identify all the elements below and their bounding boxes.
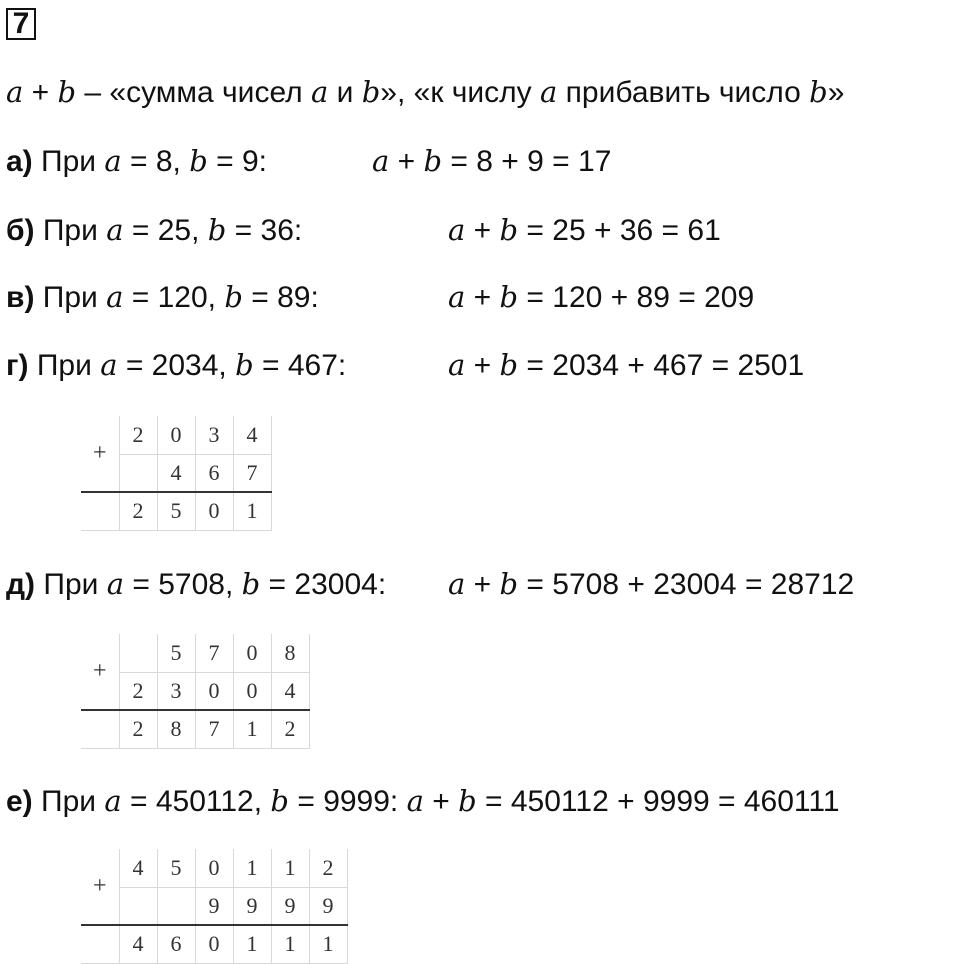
digit-cell: 0 [195,672,233,710]
digit-cell: 0 [233,672,271,710]
digit-cell: 9 [195,887,233,925]
digit-cell: 5 [157,492,195,530]
plus-sign: + [23,76,58,109]
item-label: е) [6,785,33,818]
sum-result: = 25 + 36 = 61 [518,214,721,247]
digit-cell: 6 [157,925,195,963]
a-value: = 2034, [117,349,236,382]
a-value: = 25, [123,214,208,247]
a-value: = 8, [121,145,190,178]
var-b: b [499,280,519,314]
column-addition-e [81,849,348,964]
digit-cell: 8 [157,710,195,748]
var-a: a [104,784,122,818]
digit-cell: 9 [233,887,271,925]
item-b [6,212,302,249]
b-value: = 9999: [289,785,399,818]
var-a: a [448,348,466,382]
item-text: При [28,349,101,382]
sum-result: = 120 + 89 = 209 [518,281,755,314]
var-a: a [106,280,124,314]
var-b: b [224,280,243,314]
digit-cell: 0 [233,634,271,672]
item-text: При [32,785,105,818]
var-a: a [104,144,122,178]
b-value: = 89: [242,281,319,314]
var-b: b [189,144,208,178]
var-a: a [106,567,125,601]
item-label: а) [6,145,33,178]
digit-cell: 1 [271,849,309,887]
digit-cell: 9 [271,887,309,925]
digit-cell: 2 [119,672,157,710]
digit-cell [157,887,195,925]
blank-cell [81,710,119,748]
var-a: a [448,567,466,601]
digit-cell: 2 [119,416,157,454]
var-a: a [100,348,118,382]
digit-cell: 1 [233,492,271,530]
definition-text: » [827,76,845,109]
a-value: = 450112, [121,785,271,818]
digit-cell: 1 [309,925,347,963]
b-value: = 467: [253,349,347,382]
var-b: b [499,567,519,601]
digit-cell [119,634,157,672]
var-a: a [6,75,24,109]
digit-cell: 7 [195,710,233,748]
definition-text: », «к числу [380,76,541,109]
digit-cell: 4 [271,672,309,710]
item-label: б) [6,214,35,247]
column-addition-d [81,634,310,749]
digit-cell: 4 [157,454,195,492]
digit-cell: 9 [309,887,347,925]
item-text: При [35,568,107,601]
definition-text: – «сумма чисел [76,76,311,109]
var-a: a [372,144,390,178]
digit-cell [119,454,157,492]
item-a [6,143,267,180]
var-b: b [499,348,519,382]
blank-cell [81,492,119,530]
var-b: b [458,784,477,818]
digit-cell: 0 [157,416,195,454]
item-a-expression [372,143,611,180]
var-b: b [235,348,254,382]
var-b: b [57,75,77,109]
a-value: = 120, [123,281,225,314]
var-a: a [448,280,466,314]
plus-sign: + [465,214,500,247]
digit-cell: 7 [233,454,271,492]
digit-cell: 0 [195,492,233,530]
digit-cell [119,887,157,925]
item-text: При [32,145,105,178]
digit-cell: 8 [271,634,309,672]
var-a: a [448,213,466,247]
digit-cell: 3 [157,672,195,710]
item-label: г) [6,349,29,382]
plus-sign: + [389,145,424,178]
var-a: a [106,213,124,247]
digit-cell: 0 [195,849,233,887]
plus-sign: + [423,785,459,818]
blank-cell [81,925,119,963]
var-b: b [423,144,443,178]
item-e [6,783,840,820]
item-g-expression [448,347,804,384]
definition-text: прибавить число [557,76,810,109]
item-v [6,279,319,316]
item-v-expression [448,279,754,316]
plus-sign: + [465,349,500,382]
var-b: b [207,213,227,247]
item-d-expression [448,566,854,603]
digit-cell: 1 [233,710,271,748]
digit-cell: 1 [233,925,271,963]
plus-operator: + [81,634,119,710]
sum-result: = 450112 + 9999 = 460111 [476,785,840,818]
sum-result: = 8 + 9 = 17 [442,145,612,178]
item-label: в) [6,281,35,314]
digit-cell: 2 [119,492,157,530]
digit-cell: 2 [271,710,309,748]
digit-cell: 5 [157,634,195,672]
var-b: b [361,75,381,109]
sum-result: = 2034 + 467 = 2501 [518,349,805,382]
task-number-box: 7 [6,8,36,40]
column-addition-g [81,416,272,531]
digit-cell: 1 [233,849,271,887]
var-a: a [540,75,558,109]
sum-result: = 5708 + 23004 = 28712 [518,568,855,601]
digit-cell: 5 [157,849,195,887]
digit-cell: 1 [271,925,309,963]
item-g [6,347,346,384]
b-value: = 9: [207,145,268,178]
var-a: a [406,784,424,818]
b-value: = 36: [226,214,303,247]
var-b: b [241,567,261,601]
digit-cell: 3 [195,416,233,454]
item-text: При [34,214,107,247]
var-b: b [270,784,289,818]
var-b: b [809,75,828,109]
item-d [6,566,386,603]
digit-cell: 2 [119,710,157,748]
item-label: д) [6,568,36,601]
item-b-expression [448,212,721,249]
plus-sign: + [465,281,500,314]
var-b: b [499,213,519,247]
digit-cell: 7 [195,634,233,672]
var-a: a [310,75,329,109]
digit-cell: 4 [119,925,157,963]
b-value: = 23004: [260,568,387,601]
plus-operator: + [81,849,119,925]
digit-cell: 4 [233,416,271,454]
definition-line [6,74,844,111]
definition-text: и [328,76,362,109]
item-text: При [34,281,107,314]
digit-cell: 6 [195,454,233,492]
plus-operator: + [81,416,119,492]
a-value: = 5708, [124,568,242,601]
plus-sign: + [465,568,500,601]
digit-cell: 0 [195,925,233,963]
digit-cell: 4 [119,849,157,887]
digit-cell: 2 [309,849,347,887]
